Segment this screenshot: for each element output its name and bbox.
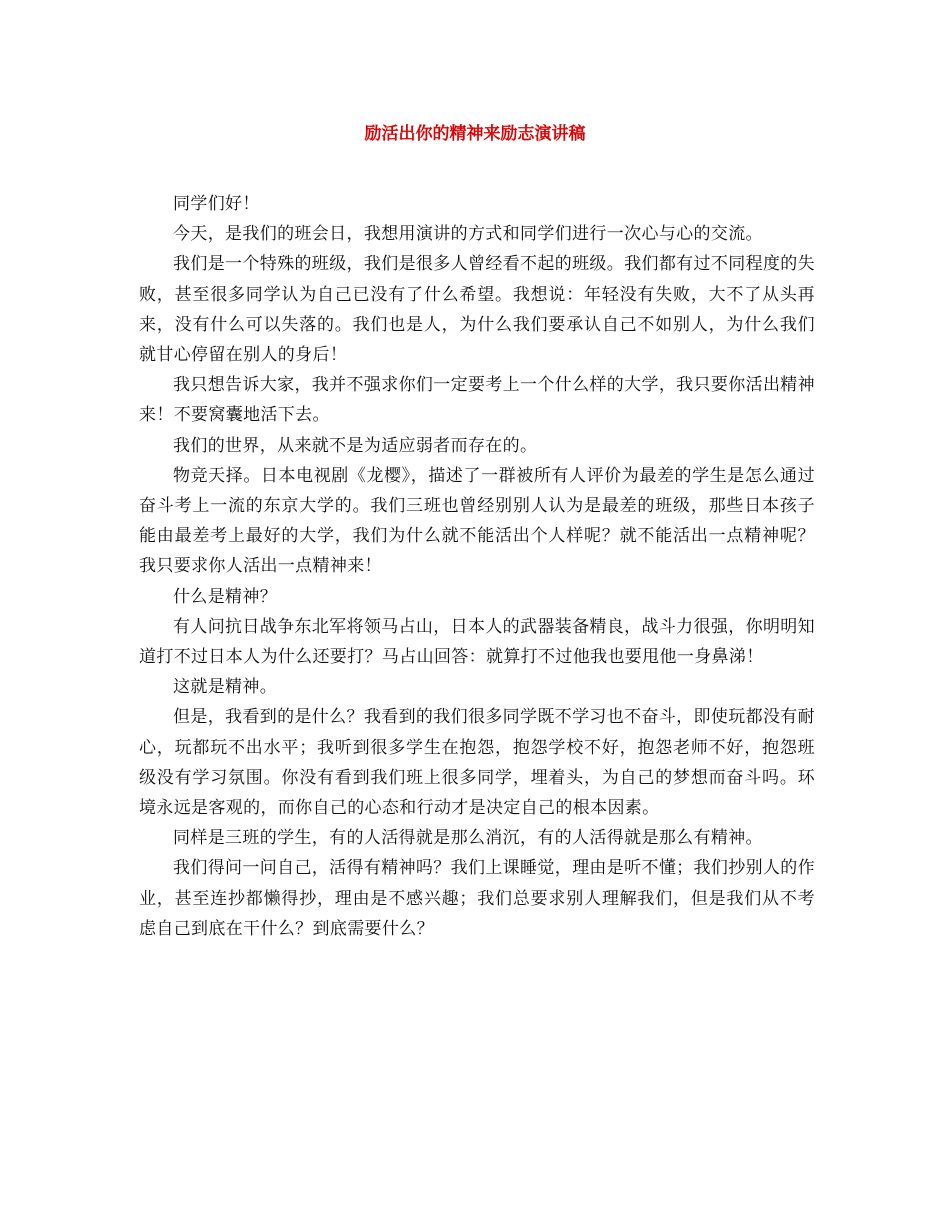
paragraph-class-three: 同样是三班的学生，有的人活得就是那么消沉，有的人活得就是那么有精神。 [173, 828, 763, 849]
paragraph-ask-ourselves: 我们得问一问自己，活得有精神吗？我们上课睡觉，理由是听不懂；我们抄别人的作业，甚至连抄都懒得抄，理由是不感兴趣；我们总要求别人理解我们，但是我们从不考虑自己到底在干什么？到底需要什么？ [139, 858, 815, 939]
paragraph-ma-zhanshan: 有人问抗日战争东北军将领马占山，日本人的武器装备精良，战斗力很强，你明明知道打不过日本人为什么还要打？马占山回答：就算打不过他我也要甩他一身鼻涕！ [139, 616, 815, 668]
paragraph-greeting: 同学们好！ [173, 194, 260, 214]
paragraph-intro: 今天，是我们的班会日，我想用演讲的方式和同学们进行一次心与心的交流。 [173, 224, 763, 245]
paragraph-live-with-spirit: 我只想告诉大家，我并不强求你们一定要考上一个什么样的大学，我只要你活出精神来！不要窝囊地活下去。 [139, 375, 815, 426]
paragraph-special-class: 我们是一个特殊的班级，我们是很多人曾经看不起的班级。我们都有过不同程度的失败，甚至很多同学认为自己已没有了什么希望。我想说：年轻没有失败，大不了从头再来，没有什么可以失落的。我们也是人，为什么我们要承认自己不如别人，为什么我们就甘心停留在别人的身后！ [139, 254, 815, 366]
document-title: 励活出你的精神来励志演讲稿 [364, 124, 586, 144]
document-body [139, 189, 815, 944]
paragraph-what-i-see: 但是，我看到的是什么？我看到的我们很多同学既不学习也不奋斗，即使玩都没有耐心，玩都玩不出水平；我听到很多学生在抱怨，抱怨学校不好，抱怨老师不好，抱怨班级没有学习氛围。你没有看到我们班上很多同学，埋着头，为自己的梦想而奋斗吗。环境永远是客观的，而你自己的心态和行动才是决定自己的根本因素。 [139, 707, 815, 819]
paragraph-dragon-zakura: 物竞天择。日本电视剧《龙樱》，描述了一群被所有人评价为最差的学生是怎么通过奋斗考上一流的东京大学的。我们三班也曾经别别人认为是最差的班级，那些日本孩子能由最差考上最好的大学，我们为什么就不能活出个人样呢？就不能活出一点精神呢？我只要求你人活出一点精神来！ [139, 465, 815, 577]
paragraph-this-is-spirit: 这就是精神。 [173, 677, 278, 698]
paragraph-world-not-for-weak: 我们的世界，从来就不是为适应弱者而存在的。 [173, 435, 538, 456]
paragraph-what-is-spirit: 什么是精神？ [173, 586, 278, 607]
